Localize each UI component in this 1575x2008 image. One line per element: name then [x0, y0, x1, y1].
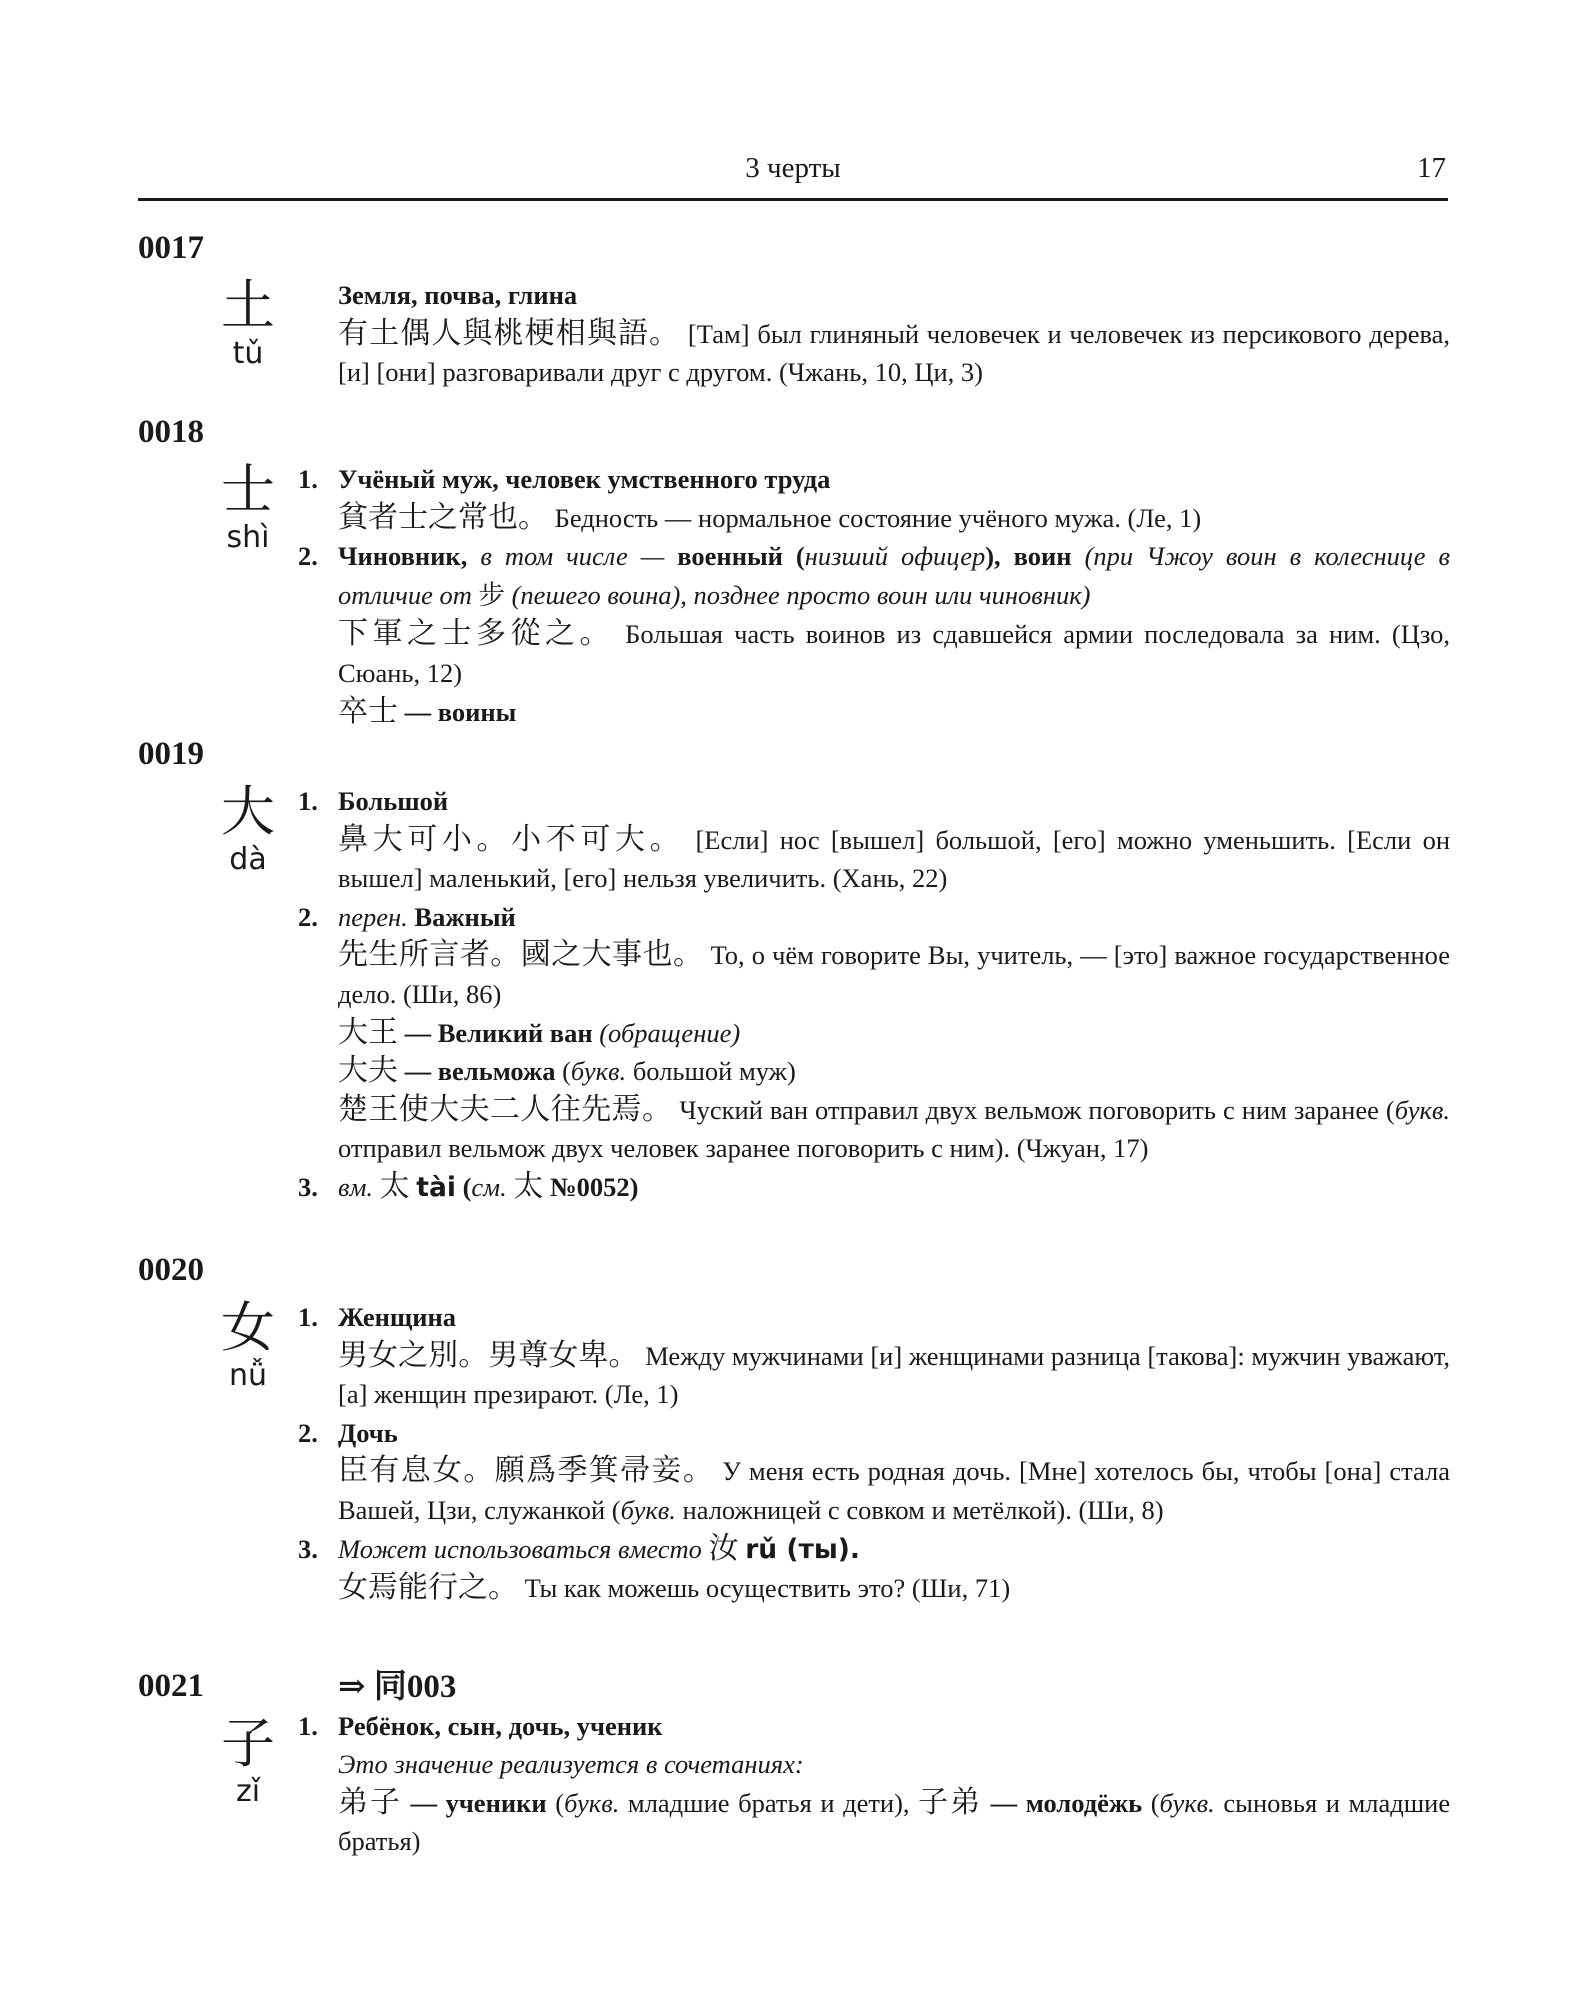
sense-label: перен.	[338, 901, 408, 932]
sense-1	[298, 1298, 1450, 1414]
compound-chinese: 弟子	[338, 1784, 402, 1820]
example-translation: Чуский ван отправил двух вельмож поговорить с ним заранее (	[679, 1094, 1395, 1125]
sense-number: 1.	[298, 1302, 318, 1332]
entry-character: 土	[221, 274, 275, 337]
compound-chinese: 子弟	[918, 1784, 983, 1820]
compound-translation: вельможа	[437, 1056, 556, 1087]
example-chinese: 先生所言者。國之大事也。	[338, 937, 704, 973]
paren: (	[555, 1787, 565, 1818]
entry-code: 0017	[138, 230, 204, 266]
compound-note: букв.	[564, 1787, 620, 1818]
example-translation: Бедность — нормальное состояние учёного мужа. (Ле, 1)	[554, 502, 1202, 533]
example-translation: То, о чём говорите Вы, учитель, — [это] важное государственное дело. (Ши, 86)	[338, 940, 1451, 1009]
sense-number: 2.	[298, 541, 318, 572]
compound-dash: —	[410, 1787, 438, 1818]
entry-pinyin: nǚ	[228, 1358, 268, 1393]
compound-chinese: 卒士	[338, 693, 398, 729]
entry-character: 大	[221, 780, 275, 843]
compound-note: букв.	[1159, 1787, 1215, 1818]
sense-note: низший офицер	[804, 541, 986, 572]
example-translation: отправил вельмож двух человек заранее поговорить с ним). (Чжуан, 17)	[338, 1133, 1149, 1164]
example-chinese: 臣有息女。願爲季箕帚妾。	[338, 1453, 715, 1489]
reference-pinyin: rǔ (ты).	[745, 1533, 860, 1565]
entry-pinyin: shì	[226, 520, 270, 555]
sense-number: 2.	[298, 1417, 318, 1448]
compound-translation: Великий ван	[437, 1017, 593, 1048]
entry-code: 0018	[138, 414, 204, 450]
sense-number: 3.	[298, 1533, 318, 1564]
entry-pinyin: tǔ	[232, 336, 264, 371]
sense-heading: Важный	[414, 901, 516, 932]
entry-character: 士	[221, 458, 275, 521]
sense-3	[298, 1530, 1450, 1608]
sense-note: Может использоваться вместо	[338, 1533, 702, 1564]
compound-note: букв.	[570, 1056, 627, 1087]
example-chinese: 有土偶人與桃梗相與語。	[338, 315, 681, 351]
reference-character: 汝	[708, 1530, 739, 1566]
compound-dash: —	[990, 1787, 1018, 1818]
example-translation: [Там] был глиняный человечек и человечек из персикового дерева, [и] [они] разговаривали друг с другом. (Чжань, 10, Ци, 3)	[338, 318, 1451, 388]
page-header	[138, 148, 1448, 201]
sense-2	[298, 537, 1450, 731]
sense-1	[298, 782, 1450, 898]
sense-number: 3.	[298, 1171, 318, 1202]
cross-reference: ⇒ 同003	[338, 1669, 457, 1705]
sense-3	[298, 1168, 1450, 1208]
compound-note: сыновья и младшие братья)	[338, 1787, 1451, 1857]
sense-note: в том числе —	[480, 541, 665, 572]
reference-number: №0052)	[549, 1171, 639, 1202]
sense-note: (при Чжоу воин в колеснице в отличие от	[338, 541, 1451, 610]
example-translation: Между мужчинами [и] женщинами разница [такова]: мужчин уважают, [а] женщин презирают. (Ле, 1)	[338, 1340, 1451, 1410]
example-chinese: 楚王使大夫二人往先焉。	[338, 1091, 673, 1127]
compound-dash: —	[404, 1017, 432, 1048]
sense-heading: Учёный муж, человек умственного труда	[338, 464, 831, 494]
sense-heading: Женщина	[338, 1302, 457, 1332]
entry-code: 0021	[138, 1668, 204, 1704]
sense-heading: Дочь	[338, 1417, 398, 1448]
sense-heading: Ребёнок, сын, дочь, ученик	[338, 1710, 663, 1741]
entry-body	[338, 276, 1450, 392]
sense-1	[298, 460, 1450, 537]
paren: (	[562, 1056, 571, 1087]
compound-note: большой муж)	[632, 1056, 796, 1087]
sense-number: 1.	[298, 464, 318, 494]
sense-2	[298, 1414, 1450, 1530]
sense-heading: Большой	[338, 786, 449, 816]
example-translation: Ты как можешь осуществить это? (Ши, 71)	[524, 1573, 1011, 1604]
example-translation: [Если] нос [вышел] большой, [его] можно уменьшить. [Если он вышел] маленький, [его] нельзя увеличить. (Хань, 22)	[338, 824, 1450, 894]
example-chinese: 男女之別。男尊女卑。	[338, 1337, 639, 1373]
sense-heading: ), воин	[985, 541, 1072, 572]
example-translation: У меня есть родная дочь. [Мне] хотелось бы, чтобы [она] стала Вашей, Цзи, служанкой (	[338, 1456, 1451, 1525]
reference-pinyin: tài	[416, 1171, 456, 1203]
compound-translation: воины	[437, 696, 517, 727]
paren: (	[1150, 1787, 1160, 1818]
paren: (	[795, 541, 805, 572]
compound-chinese: 大夫	[338, 1053, 398, 1089]
entry-pinyin: zǐ	[235, 1774, 261, 1809]
compound-dash: —	[404, 696, 432, 727]
reference-character: 太	[379, 1168, 410, 1204]
compound-note: младшие братья и дети),	[627, 1787, 910, 1818]
example-translation: Большая часть воинов из сдавшейся армии последовала за ним. (Цзо, Сюань, 12)	[338, 619, 1451, 688]
example-chinese: 下軍之士多從之。	[338, 616, 615, 652]
example-note: букв.	[620, 1494, 676, 1525]
compound-chinese: 大王	[338, 1014, 398, 1050]
example-chinese: 女焉能行之。	[338, 1570, 518, 1606]
entry-body	[298, 1668, 1451, 1861]
paren: (	[462, 1171, 472, 1202]
entry-body	[298, 460, 1451, 731]
reference-character: 太	[513, 1168, 544, 1204]
sense-2	[298, 898, 1450, 1168]
entry-character: 子	[221, 1712, 275, 1775]
entry-code: 0020	[138, 1252, 204, 1288]
section-title: 3 черты	[745, 152, 841, 184]
example-translation: наложницей с совком и метёлкой). (Ши, 8)	[682, 1494, 1164, 1525]
sense-heading: Чиновник,	[338, 541, 468, 572]
sense-note: Это значение реализуется в сочетаниях:	[338, 1749, 804, 1780]
entry-character: 女	[221, 1296, 275, 1359]
compound-translation: ученики	[445, 1787, 547, 1818]
reference-character: 步	[478, 579, 505, 611]
example-chinese: 鼻大可小。小不可大。	[338, 821, 685, 857]
example-chinese: 貧者士之常也。	[338, 499, 548, 535]
sense-label: см.	[471, 1171, 507, 1202]
entry-body	[298, 782, 1451, 1208]
entry-code: 0019	[138, 736, 204, 772]
sense-heading: военный	[677, 541, 783, 572]
compound-dash: —	[404, 1056, 432, 1087]
sense-number: 1.	[298, 786, 318, 816]
sense-number: 1.	[298, 1710, 318, 1741]
sense-text	[338, 276, 1450, 392]
sense-1	[298, 1707, 1450, 1861]
compound-note: (обращение)	[599, 1017, 741, 1048]
sense-heading: Земля, почва, глина	[338, 280, 578, 310]
page-number: 17	[1417, 152, 1446, 184]
sense-number: 2.	[298, 901, 318, 932]
entry-body	[298, 1298, 1451, 1608]
compound-translation: молодёжь	[1025, 1787, 1143, 1818]
sense-label: вм.	[338, 1171, 374, 1202]
sense-note: (пешего воина), позднее просто воин или чиновник)	[511, 579, 1091, 610]
example-note: букв.	[1394, 1094, 1450, 1125]
entry-pinyin: dà	[229, 842, 267, 877]
